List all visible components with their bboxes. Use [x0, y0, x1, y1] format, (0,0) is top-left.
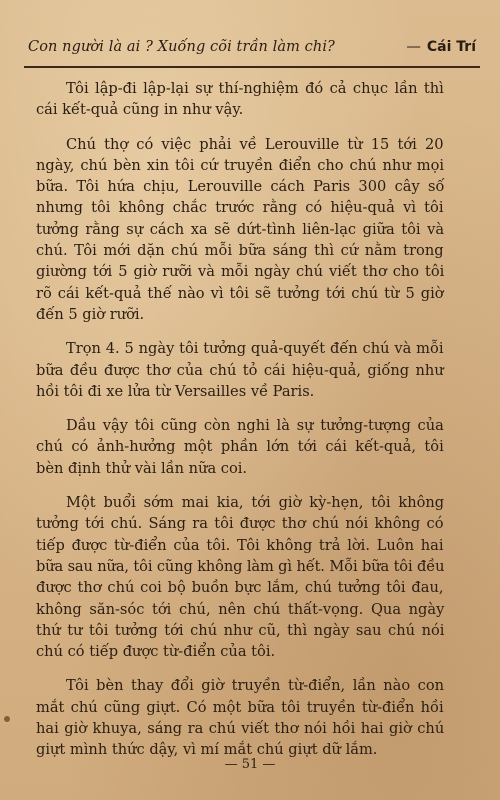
text-line: bữa đều được thơ của chú tỏ cái hiệu-quả, giống như — [36, 361, 444, 379]
paragraph — [36, 134, 474, 326]
page-body — [36, 78, 474, 774]
text-line: chú. Tôi mới dặn chú mỗi bữa sáng thì cứ nằm trong — [36, 242, 444, 260]
margin-mark — [4, 716, 10, 722]
text-line: ngày, chú bèn xin tôi cứ truyền điển cho chú như mọi — [36, 156, 445, 174]
text-line: chú có ảnh-hưởng một phần lớn tới cái kết-quả, tôi — [36, 438, 444, 456]
page-number: — 51 — — [224, 757, 276, 772]
header-title: Con người là ai ? Xuống cõi trần làm chi? — [28, 39, 335, 55]
text-line: Một buổi sớm mai kia, tới giờ kỳ-hẹn, tôi không — [66, 494, 445, 512]
text-line: nhưng tôi không chắc trước rằng có hiệu-quả vì tôi — [36, 199, 444, 217]
text-line: rõ cái kết-quả thế nào vì tôi sẽ tưởng tới chú từ 5 giờ — [36, 284, 444, 302]
text-line: bèn định thử vài lần nữa coi. — [36, 459, 248, 477]
header-separator: — — [406, 39, 421, 55]
header-rule — [24, 66, 480, 68]
text-line: cái kết-quả cũng in như vậy. — [36, 101, 244, 119]
header-author: Cái Trí — [426, 39, 476, 55]
paragraph — [36, 78, 474, 121]
text-line: bữa. Tôi hứa chịu, Lerouville cách Paris 300 cây số — [36, 178, 445, 196]
running-header — [28, 30, 476, 64]
header-right — [400, 39, 476, 55]
paragraph — [36, 415, 474, 479]
text-line: không săn-sóc tới chú, nên chú thất-vọng. Qua ngày — [36, 600, 445, 618]
text-line: được thơ chú coi bộ buồn bực lắm, chú tưởng tôi đau, — [36, 579, 444, 597]
text-line: giựt mình thức dậy, vì mí mắt chú giựt dữ lắm. — [36, 741, 378, 759]
text-line: Tôi lập-đi lập-lại sự thí-nghiệm đó cả chục lần thì — [66, 80, 444, 97]
text-line: thứ tư tôi tưởng tới chú như cũ, thì ngày sau chú nói — [36, 621, 445, 639]
text-line: giường tới 5 giờ rưỡi và mỗi ngày chú viết thơ cho tôi — [36, 263, 445, 281]
text-line: Tôi bèn thay đổi giờ truyền từ-điển, lần nào con — [66, 677, 445, 695]
text-line: tưởng tới chú. Sáng ra tôi được thơ chú nói không có — [36, 515, 444, 533]
text-line: Dầu vậy tôi cũng còn nghi là sự tưởng-tượng của — [66, 417, 444, 435]
text-line: hai giờ khuya, sáng ra chú viết thơ nói hồi hai giờ chú — [36, 720, 445, 738]
text-line: đến 5 giờ rưỡi. — [36, 305, 145, 323]
text-line: tưởng rằng sự cách xa sẽ dứt-tình liên-lạc giữa tôi và — [36, 220, 445, 238]
text-line: hồi tôi đi xe lửa từ Versailles về Paris. — [36, 382, 315, 400]
text-line: Chú thợ có việc phải về Lerouville từ 15 tới 20 — [66, 135, 444, 153]
text-line: tiếp được từ-điển của tôi. Tôi không trả lời. Luôn hai — [36, 536, 444, 554]
text-line: mắt chú cũng giựt. Có một bữa tôi truyền từ-điển hồi — [36, 698, 444, 716]
paragraph — [36, 492, 474, 662]
paragraph — [36, 675, 474, 760]
text-line: Trọn 4. 5 ngày tôi tưởng quả-quyết đến chú và mỗi — [66, 340, 444, 358]
text-line: chú có tiếp được từ-điển của tôi. — [36, 643, 276, 661]
paragraph — [36, 338, 474, 402]
text-line: bữa sau nữa, tôi cũng không làm gì hết. Mỗi bữa tôi đều — [36, 557, 445, 575]
